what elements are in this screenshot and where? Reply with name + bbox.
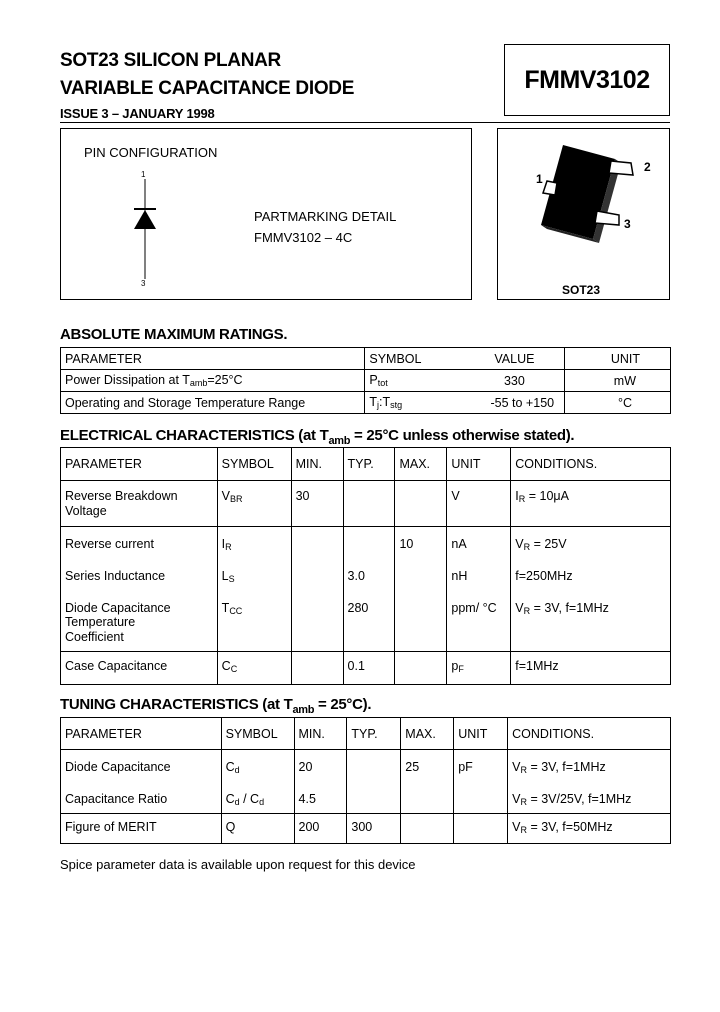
conditions-cell: f=250MHz xyxy=(511,559,671,591)
symbol-cell: Cd / Cd xyxy=(221,782,294,814)
header-parameter: PARAMETER xyxy=(61,348,365,370)
header-min: MIN. xyxy=(291,448,343,481)
tuning-table xyxy=(60,717,671,844)
header-max: MAX. xyxy=(395,448,447,481)
issue-date: ISSUE 3 – JANUARY 1998 xyxy=(60,106,215,121)
header-rule xyxy=(60,122,670,123)
sot23-package-icon xyxy=(533,139,643,249)
param-cell: Power Dissipation at Tamb=25°C xyxy=(61,370,365,392)
max-cell xyxy=(395,481,447,527)
param-cell: Figure of MERIT xyxy=(61,814,222,844)
max-cell: 10 xyxy=(395,527,447,559)
header-unit: UNIT xyxy=(454,718,508,750)
header-unit: UNIT xyxy=(565,348,671,370)
title-line-1: SOT23 SILICON PLANAR xyxy=(60,50,281,71)
param-cell: Series Inductance xyxy=(61,559,218,591)
symbol-cell: Cd xyxy=(221,750,294,782)
partmarking-value: FMMV3102 – 4C xyxy=(254,230,353,245)
part-number-box: FMMV3102 xyxy=(504,44,670,116)
title-line-2: VARIABLE CAPACITANCE DIODE xyxy=(60,78,355,99)
conditions-cell: VR = 3V/25V, f=1MHz xyxy=(508,782,671,814)
header-unit: UNIT xyxy=(447,448,511,481)
typ-cell xyxy=(343,527,395,559)
max-cell xyxy=(401,782,454,814)
conditions-cell: VR = 3V, f=50MHz xyxy=(508,814,671,844)
table-row xyxy=(61,750,671,782)
unit-cell: °C xyxy=(565,392,671,414)
conditions-cell: VR = 25V xyxy=(511,527,671,559)
unit-cell xyxy=(454,782,508,814)
unit-cell: pF xyxy=(447,652,511,685)
package-box xyxy=(497,128,670,300)
typ-cell xyxy=(347,782,401,814)
abs-max-title: ABSOLUTE MAXIMUM RATINGS. xyxy=(60,326,288,343)
header-typ: TYP. xyxy=(343,448,395,481)
pin-configuration-box xyxy=(60,128,472,300)
footer-note: Spice parameter data is available upon request for this device xyxy=(60,857,416,872)
header-symbol: SYMBOL xyxy=(221,718,294,750)
header-max: MAX. xyxy=(401,718,454,750)
diode-symbol-icon xyxy=(127,179,163,279)
conditions-cell: IR = 10μA xyxy=(511,481,671,527)
typ-cell xyxy=(343,481,395,527)
header-symbol: SYMBOL xyxy=(365,348,465,370)
unit-cell: mW xyxy=(565,370,671,392)
param-cell: Capacitance Ratio xyxy=(61,782,222,814)
symbol-cell: VBR xyxy=(217,481,291,527)
table-row xyxy=(61,814,671,844)
table-row xyxy=(61,559,671,591)
typ-cell: 3.0 xyxy=(343,559,395,591)
header-value: VALUE xyxy=(465,348,565,370)
typ-cell: 300 xyxy=(347,814,401,844)
param-cell: Operating and Storage Temperature Range xyxy=(61,392,365,414)
electrical-header-row xyxy=(61,448,671,481)
typ-cell: 280 xyxy=(343,591,395,652)
conditions-cell: VR = 3V, f=1MHz xyxy=(511,591,671,652)
header-min: MIN. xyxy=(294,718,347,750)
value-cell: 330 xyxy=(465,370,565,392)
package-pin-3-label: 3 xyxy=(624,217,631,231)
symbol-cell: LS xyxy=(217,559,291,591)
package-label: SOT23 xyxy=(562,283,601,297)
param-cell: Reverse current xyxy=(61,527,218,559)
conditions-cell: f=1MHz xyxy=(511,652,671,685)
table-row xyxy=(61,652,671,685)
max-cell: 25 xyxy=(401,750,454,782)
table-row xyxy=(61,591,671,652)
param-cell: Reverse Breakdown Voltage xyxy=(61,481,218,527)
min-cell xyxy=(291,527,343,559)
tuning-title: TUNING CHARACTERISTICS (at $T_{amb} = 25^\circ C$). xyxy=(60,696,372,716)
symbol-cell: TCC xyxy=(217,591,291,652)
param-cell: Diode Capacitance xyxy=(61,750,222,782)
pin-top-label: 1 xyxy=(141,170,146,179)
min-cell: 20 xyxy=(294,750,347,782)
min-cell xyxy=(291,652,343,685)
header-conditions: CONDITIONS. xyxy=(508,718,671,750)
header-parameter: PARAMETER xyxy=(61,718,222,750)
min-cell xyxy=(291,559,343,591)
pin-bottom-label: 3 xyxy=(141,279,146,288)
min-cell: 4.5 xyxy=(294,782,347,814)
typ-cell: 0.1 xyxy=(343,652,395,685)
pin-config-title: PIN CONFIGURATION xyxy=(84,145,218,160)
symbol-cell: CC xyxy=(217,652,291,685)
max-cell xyxy=(395,591,447,652)
abs-max-table xyxy=(60,347,671,414)
max-cell xyxy=(401,814,454,844)
unit-cell: pF xyxy=(454,750,508,782)
header-symbol: SYMBOL xyxy=(217,448,291,481)
conditions-cell: VR = 3V, f=1MHz xyxy=(508,750,671,782)
min-cell xyxy=(291,591,343,652)
header-typ: TYP. xyxy=(347,718,401,750)
symbol-cell: Tj:Tstg xyxy=(365,392,465,414)
tuning-header-row xyxy=(61,718,671,750)
symbol-cell: IR xyxy=(217,527,291,559)
package-pin-1-label: 1 xyxy=(536,172,543,186)
min-cell: 30 xyxy=(291,481,343,527)
max-cell xyxy=(395,652,447,685)
unit-cell: V xyxy=(447,481,511,527)
table-row xyxy=(61,392,671,414)
table-row xyxy=(61,370,671,392)
table-row xyxy=(61,481,671,527)
package-pin-2-label: 2 xyxy=(644,160,651,174)
partmarking-title: PARTMARKING DETAIL xyxy=(254,209,397,224)
table-row xyxy=(61,782,671,814)
header-parameter: PARAMETER xyxy=(61,448,218,481)
typ-cell xyxy=(347,750,401,782)
unit-cell: nH xyxy=(447,559,511,591)
abs-max-header-row xyxy=(61,348,671,370)
max-cell xyxy=(395,559,447,591)
param-cell: Case Capacitance xyxy=(61,652,218,685)
param-cell: Diode Capacitance Temperature Coefficient xyxy=(61,591,218,652)
unit-cell: ppm/ °C xyxy=(447,591,511,652)
table-row xyxy=(61,527,671,559)
symbol-cell: Ptot xyxy=(365,370,465,392)
min-cell: 200 xyxy=(294,814,347,844)
unit-cell xyxy=(454,814,508,844)
header-conditions: CONDITIONS. xyxy=(511,448,671,481)
elec-title: ELECTRICAL CHARACTERISTICS (at $T_{amb} = 25^\circ C$ unless otherwise stated). xyxy=(60,427,575,447)
symbol-cell: Q xyxy=(221,814,294,844)
unit-cell: nA xyxy=(447,527,511,559)
value-cell: -55 to +150 xyxy=(465,392,565,414)
electrical-table xyxy=(60,447,671,685)
